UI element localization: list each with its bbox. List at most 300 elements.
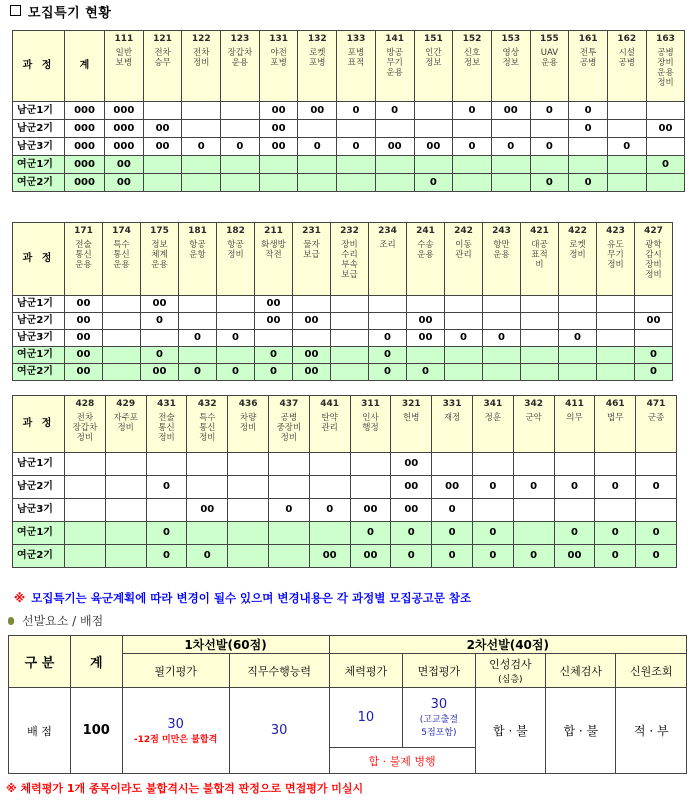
specialty-header-423 — [597, 223, 635, 296]
table-cell — [259, 156, 298, 174]
table-cell — [595, 499, 636, 522]
specialty-name-line: 군종 — [647, 413, 665, 423]
specialty-header-151 — [414, 31, 453, 102]
specialty-name-line: 정보 — [463, 58, 481, 68]
specialty-name-line: 정비 — [280, 433, 298, 443]
total-header: 계 — [71, 636, 123, 688]
table-cell — [607, 174, 646, 192]
table-cell: 00 — [391, 476, 432, 499]
table-cell — [268, 522, 309, 545]
specialty-table-1 — [12, 30, 685, 192]
table-cell — [182, 174, 221, 192]
table-cell — [293, 296, 331, 313]
table-cell — [472, 499, 513, 522]
specialty-name-line: 운용 — [493, 250, 510, 260]
table-cell — [491, 174, 530, 192]
specialty-header-427 — [635, 223, 673, 296]
specialty-header-321 — [391, 396, 432, 453]
table-cell: 0 — [255, 347, 293, 364]
specialty-header-241 — [407, 223, 445, 296]
specialty-code: 243 — [492, 226, 511, 236]
warning-body: 체력평가 1개 종목이라도 불합격시는 불합격 판정으로 면접평가 미실시 — [20, 782, 364, 795]
table-cell — [65, 522, 106, 545]
specialty-header-231 — [293, 223, 331, 296]
table-cell — [141, 330, 179, 347]
specialty-header-111 — [105, 31, 144, 102]
table-cell — [407, 296, 445, 313]
table-row — [13, 296, 673, 313]
personality-header — [475, 654, 545, 688]
table-cell: 0 — [472, 522, 513, 545]
specialty-name-line: 전차 — [76, 413, 94, 423]
row-label: 남군2기 — [13, 313, 65, 330]
table-cell: 0 — [221, 138, 260, 156]
table-cell — [182, 102, 221, 120]
table-cell — [179, 296, 217, 313]
specialty-header-211 — [255, 223, 293, 296]
row-label: 여군2기 — [13, 545, 65, 568]
table-cell: 0 — [569, 120, 608, 138]
specialty-header-428 — [65, 396, 106, 453]
specialty-header-131 — [259, 31, 298, 102]
table-cell — [221, 102, 260, 120]
table-cell: 00 — [407, 330, 445, 347]
table-cell: 0 — [141, 347, 179, 364]
table-cell: 0 — [569, 102, 608, 120]
stage2-header: 2차선발(40점) — [329, 636, 686, 654]
row-label: 여군2기 — [13, 364, 65, 381]
table-cell: 00 — [293, 347, 331, 364]
table-cell: 000 — [105, 102, 144, 120]
table-cell — [309, 522, 350, 545]
specialty-header-411 — [554, 396, 595, 453]
table-cell — [65, 453, 106, 476]
table-cell: 000 — [65, 102, 105, 120]
table-row — [13, 364, 673, 381]
specialty-code: 423 — [606, 226, 625, 236]
table-cell: 0 — [391, 545, 432, 568]
specialty-name-line: 물자 — [303, 240, 320, 250]
table-cell — [228, 522, 269, 545]
specialty-header-182 — [217, 223, 255, 296]
table-cell: 0 — [646, 156, 685, 174]
specialty-header-171 — [65, 223, 103, 296]
table-cell — [597, 313, 635, 330]
table-cell — [331, 364, 369, 381]
table-cell — [521, 364, 559, 381]
table-cell: 0 — [217, 330, 255, 347]
specialty-code: 471 — [646, 399, 666, 409]
table-cell — [143, 156, 182, 174]
personality-value: 합 · 불 — [475, 688, 545, 774]
specialty-code: 422 — [568, 226, 587, 236]
table-cell: 0 — [530, 138, 569, 156]
table-cell — [105, 453, 146, 476]
specialty-code: 428 — [75, 399, 95, 409]
job-score: 30 — [229, 688, 329, 774]
specialty-name-line: 조리 — [379, 240, 396, 250]
table-cell: 0 — [298, 138, 337, 156]
table-row — [13, 522, 677, 545]
table-cell — [105, 522, 146, 545]
specialty-name-line: 정비 — [76, 433, 94, 443]
table-cell — [103, 313, 141, 330]
specialty-code: 162 — [617, 34, 637, 44]
table-cell — [337, 120, 376, 138]
specialty-name-line: 공병 — [657, 48, 674, 58]
table-cell: 0 — [337, 138, 376, 156]
specialty-code: 132 — [307, 34, 327, 44]
specialty-header-341 — [472, 396, 513, 453]
specialty-name-line: UAV — [540, 48, 559, 58]
table-cell: 0 — [391, 522, 432, 545]
table-cell — [453, 174, 492, 192]
specialty-name-line: 전투 — [579, 48, 597, 58]
table-cell: 0 — [635, 347, 673, 364]
table-cell — [646, 174, 685, 192]
specialty-name-line: 시설 — [618, 48, 635, 58]
table-cell — [483, 313, 521, 330]
table-cell — [597, 364, 635, 381]
table-cell — [143, 174, 182, 192]
table-cell: 0 — [309, 499, 350, 522]
table-cell — [217, 313, 255, 330]
table-cell: 00 — [391, 499, 432, 522]
table-cell: 00 — [391, 453, 432, 476]
fitness-score: 10 — [329, 688, 403, 748]
specialty-name-line: 전차 — [193, 48, 210, 58]
table-cell — [375, 120, 414, 138]
table-cell — [554, 453, 595, 476]
interview-note-1: (고교출결 — [419, 715, 459, 725]
section-subtitle — [8, 612, 103, 629]
specialty-name-line: 포병 — [309, 58, 326, 68]
process-header: 과 정 — [13, 31, 65, 102]
table-cell: 00 — [407, 313, 445, 330]
specialty-name-line: 포병 — [270, 58, 287, 68]
table-cell: 0 — [187, 545, 228, 568]
table-cell: 00 — [65, 296, 103, 313]
table-cell — [559, 364, 597, 381]
table-cell: 00 — [259, 120, 298, 138]
table-cell — [146, 453, 187, 476]
row-label: 남군3기 — [13, 138, 65, 156]
table-cell: 00 — [65, 313, 103, 330]
table-cell: 0 — [146, 476, 187, 499]
table-cell — [221, 174, 260, 192]
specialty-header-441 — [309, 396, 350, 453]
page-title — [10, 2, 111, 21]
bullet-icon — [8, 617, 14, 625]
specialty-table-3 — [12, 395, 677, 568]
specialty-header-121 — [143, 31, 182, 102]
specialty-name-line: 운용 — [657, 68, 674, 78]
table-cell: 000 — [65, 138, 105, 156]
table-cell: 00 — [141, 364, 179, 381]
specialty-name-line: 포병 — [347, 48, 365, 58]
specialty-header-132 — [298, 31, 337, 102]
table-cell — [369, 313, 407, 330]
specialty-name-line: 유도 — [607, 240, 624, 250]
specialty-code: 431 — [157, 399, 176, 409]
table-cell — [179, 313, 217, 330]
table-cell — [187, 453, 228, 476]
table-cell: 0 — [432, 522, 473, 545]
specialty-name-line: 군악 — [525, 413, 542, 423]
table-cell: 00 — [309, 545, 350, 568]
table-cell — [309, 453, 350, 476]
table-cell — [228, 453, 269, 476]
specialty-name-line: 운용 — [151, 260, 168, 270]
specialty-code: 182 — [226, 226, 245, 236]
table-row — [13, 347, 673, 364]
table-cell: 00 — [293, 313, 331, 330]
specialty-header-232 — [331, 223, 369, 296]
specialty-name-line: 장비 — [657, 58, 674, 68]
specialty-code: 461 — [605, 399, 625, 409]
specialty-header-155 — [530, 31, 569, 102]
specialty-header-461 — [595, 396, 636, 453]
row-label: 남군3기 — [13, 499, 65, 522]
specialty-name-line: 전술 — [75, 240, 92, 250]
specialty-code: 133 — [346, 34, 366, 44]
specialty-name-line: 장갑차 — [72, 423, 98, 433]
specialty-name-line: 통신 — [199, 423, 216, 433]
total-column-header: 계 — [65, 31, 105, 102]
table-cell: 0 — [491, 138, 530, 156]
table-cell — [331, 313, 369, 330]
specialty-name-line: 운용 — [386, 68, 403, 78]
specialty-code: 311 — [361, 399, 380, 409]
specialty-code: 123 — [230, 34, 250, 44]
background-value: 적 · 부 — [616, 688, 687, 774]
specialty-header-242 — [445, 223, 483, 296]
specialty-name-line: 정비 — [199, 433, 216, 443]
table-cell: 000 — [105, 120, 144, 138]
specialty-code: 181 — [188, 226, 207, 236]
specialty-header-436 — [228, 396, 269, 453]
specialty-name-line: 운용 — [231, 58, 249, 68]
page-title-text: 모집특기 현황 — [28, 6, 112, 21]
specialty-name-line: 정비 — [607, 260, 624, 270]
specialty-code: 321 — [401, 399, 421, 409]
row-label: 남군1기 — [13, 102, 65, 120]
interview-header: 면접평가 — [403, 654, 476, 688]
table-cell — [597, 330, 635, 347]
specialty-name-line: 운용 — [417, 250, 434, 260]
specialty-name-line: 자주포 — [113, 413, 139, 423]
specialty-name-line: 표적 — [531, 250, 548, 260]
specialty-name-line: 승무 — [154, 58, 171, 68]
specialty-name-line: 전술 — [158, 413, 175, 423]
table-cell — [635, 296, 673, 313]
table-cell — [337, 174, 376, 192]
warning-text — [6, 780, 363, 796]
specialty-code: 153 — [501, 34, 521, 44]
table-cell: 0 — [432, 545, 473, 568]
table-cell: 0 — [559, 330, 597, 347]
specialty-name-line: 대공 — [531, 240, 548, 250]
specialty-name-line: 공병 — [618, 58, 635, 68]
table-cell: 0 — [432, 499, 473, 522]
table-cell — [65, 545, 106, 568]
specialty-header-181 — [179, 223, 217, 296]
pass-fail-combined: 합 · 불제 병행 — [329, 748, 475, 774]
specialty-name-line: 야전 — [270, 48, 287, 58]
table-cell — [559, 347, 597, 364]
specialty-name-line: 공병 — [579, 58, 597, 68]
row-label: 남군1기 — [13, 453, 65, 476]
table-cell — [483, 296, 521, 313]
table-cell — [635, 330, 673, 347]
specialty-name-line: 정비 — [657, 78, 674, 88]
table-cell: 0 — [636, 522, 677, 545]
table-cell — [309, 476, 350, 499]
table-cell: 00 — [646, 120, 685, 138]
specialty-header-161 — [569, 31, 608, 102]
table-cell: 00 — [255, 296, 293, 313]
fitness-header: 체력평가 — [329, 654, 403, 688]
specialty-code: 436 — [238, 399, 258, 409]
specialty-code: 211 — [264, 226, 283, 236]
specialty-name-line: 특수 — [113, 240, 130, 250]
table-cell — [491, 120, 530, 138]
specialty-code: 432 — [197, 399, 217, 409]
table-cell — [530, 156, 569, 174]
table-cell — [491, 156, 530, 174]
table-cell — [595, 453, 636, 476]
specialty-name-line: 일반 — [115, 48, 133, 58]
specialty-header-175 — [141, 223, 179, 296]
specialty-header-429 — [105, 396, 146, 453]
notice-mark: ※ — [14, 591, 26, 605]
table-cell — [559, 296, 597, 313]
table-cell — [513, 453, 554, 476]
table-cell: 0 — [217, 364, 255, 381]
table-cell: 00 — [414, 138, 453, 156]
table-cell — [521, 313, 559, 330]
specialty-name-line: 의무 — [566, 413, 583, 423]
specialty-code: 121 — [153, 34, 172, 44]
table-cell: 00 — [491, 102, 530, 120]
body-header: 신체검사 — [546, 654, 616, 688]
table-cell — [530, 120, 569, 138]
table-cell: 00 — [298, 102, 337, 120]
table-cell: 0 — [554, 476, 595, 499]
specialty-code: 111 — [114, 34, 134, 44]
specialty-name-line: 행정 — [362, 423, 379, 433]
specialty-header-141 — [375, 31, 414, 102]
specialty-name-line: 운항 — [189, 250, 206, 260]
table-cell — [513, 499, 554, 522]
table-cell: 0 — [350, 522, 391, 545]
table-cell: 0 — [530, 102, 569, 120]
table-cell — [331, 330, 369, 347]
table-cell: 000 — [65, 120, 105, 138]
notice-body: 모집특기는 육군계획에 따라 변경이 될수 있으며 변경내용은 각 과정별 모집공고문 참조 — [31, 591, 472, 605]
table-row — [13, 120, 685, 138]
table-cell — [179, 347, 217, 364]
specialty-name-line: 수리 — [341, 250, 358, 260]
table-cell: 0 — [268, 499, 309, 522]
table-cell — [65, 476, 106, 499]
specialty-name-line: 운용 — [541, 58, 558, 68]
specialty-name-line: 장비 — [645, 260, 662, 270]
table-cell: 00 — [432, 476, 473, 499]
table-cell: 00 — [141, 296, 179, 313]
specialty-code: 141 — [385, 34, 405, 44]
table-cell: 0 — [636, 476, 677, 499]
specialty-code: 232 — [340, 226, 359, 236]
specialty-code: 241 — [416, 226, 435, 236]
table-row — [13, 102, 685, 120]
table-cell: 0 — [369, 364, 407, 381]
specialty-code: 174 — [112, 226, 131, 236]
table-cell — [228, 545, 269, 568]
table-cell — [217, 296, 255, 313]
table-cell — [445, 347, 483, 364]
warning-mark: ※ — [6, 782, 17, 795]
specialty-code: 231 — [302, 226, 321, 236]
specialty-code: 242 — [454, 226, 473, 236]
table-cell: 00 — [350, 545, 391, 568]
specialty-name-line: 정비 — [158, 433, 175, 443]
background-header: 신원조회 — [616, 654, 687, 688]
table-cell: 0 — [635, 364, 673, 381]
table-cell: 00 — [375, 138, 414, 156]
specialty-name-line: 통신 — [75, 250, 92, 260]
specialty-name-line: 관리 — [321, 423, 338, 433]
specialty-name-line: 표적 — [347, 58, 365, 68]
specialty-name-line: 재정 — [443, 413, 461, 423]
table-cell: 0 — [554, 522, 595, 545]
specialty-header-331 — [432, 396, 473, 453]
table-cell — [445, 313, 483, 330]
table-cell: 00 — [255, 313, 293, 330]
job-header: 직무수행능력 — [229, 654, 329, 688]
table-cell: 0 — [182, 138, 221, 156]
table-cell — [432, 453, 473, 476]
table-cell: 0 — [146, 522, 187, 545]
table-cell: 0 — [513, 545, 554, 568]
table-cell — [255, 330, 293, 347]
table-cell — [293, 330, 331, 347]
table-cell: 0 — [375, 102, 414, 120]
specialty-name-line: 이동 — [455, 240, 472, 250]
process-header: 과 정 — [13, 396, 65, 453]
specialty-name-line: 운용 — [75, 260, 92, 270]
table-row — [13, 453, 677, 476]
table-cell: 00 — [65, 330, 103, 347]
specialty-name-line: 작전 — [265, 250, 282, 260]
row-label: 남군2기 — [13, 120, 65, 138]
specialty-name-line: 정비 — [645, 270, 662, 280]
specialty-name-line: 공병 — [280, 413, 298, 423]
specialty-code: 441 — [320, 399, 340, 409]
specialty-name-line: 방공 — [386, 48, 403, 58]
table-cell: 0 — [453, 102, 492, 120]
specialty-name-line: 로켓 — [569, 240, 586, 250]
table-cell — [597, 347, 635, 364]
specialty-name-line: 수송 — [417, 240, 434, 250]
table-cell: 0 — [146, 545, 187, 568]
specialty-name-line: 특수 — [199, 413, 216, 423]
table-cell — [228, 499, 269, 522]
specialty-header-431 — [146, 396, 187, 453]
table-cell — [182, 156, 221, 174]
table-cell — [646, 102, 685, 120]
row-label: 여군2기 — [13, 174, 65, 192]
